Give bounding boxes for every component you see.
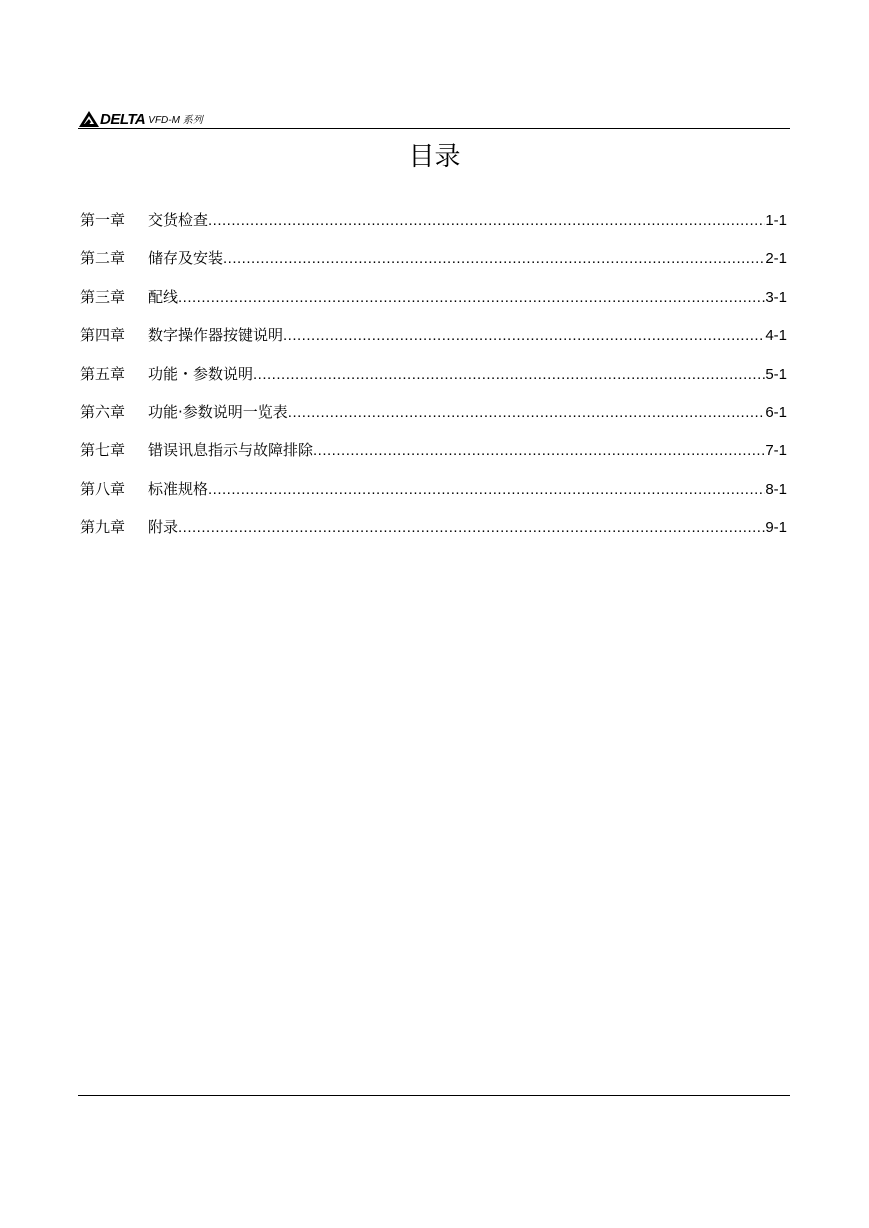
toc-chapter: 第三章 [80,287,126,306]
toc-leader [313,439,765,463]
toc-entry-8[interactable] [80,477,787,515]
delta-logo [78,100,203,128]
toc-title: 错误讯息指示与故障排除 [148,441,314,460]
page-title: 目录 [408,142,461,172]
toc-chapter: 第五章 [80,364,126,383]
toc-title: 交货检查 [148,211,209,229]
toc-page: 5-1 [765,365,787,383]
toc-page: 3-1 [765,288,787,306]
brand-name: DELTA [100,111,146,128]
toc-entry-6[interactable] [80,400,787,438]
toc-page: 2-1 [765,250,787,268]
page-header [78,100,790,128]
toc-entry-5[interactable] [80,362,787,400]
series-label: VFD-M 系列 [148,115,203,126]
toc-page: 7-1 [765,442,787,460]
toc-leader [283,324,765,348]
toc-chapter: 第九章 [80,518,126,537]
toc-chapter: 第二章 [80,249,126,268]
toc-entry-7[interactable] [80,438,787,476]
toc-page: 1-1 [765,212,787,229]
toc-chapter: 第六章 [80,402,126,421]
toc-chapter: 第四章 [80,326,126,345]
toc-leader [178,516,765,540]
toc-entry-9[interactable] [80,515,787,553]
toc-leader [223,247,765,271]
toc-chapter: 第七章 [80,441,126,460]
toc-entry-3[interactable] [80,285,787,323]
toc-leader [253,363,765,387]
toc-title: 数字操作器按键说明 [148,326,284,345]
toc-title: 附录 [148,518,179,537]
toc-chapter: 第八章 [80,479,126,498]
toc-leader [178,286,765,310]
toc-page: 6-1 [765,403,787,421]
toc-entry-4[interactable] [80,323,787,361]
toc-page: 8-1 [765,480,787,498]
toc-leader [288,401,766,425]
toc-page: 9-1 [765,519,787,537]
toc-title: 功能·参数说明一览表 [148,402,288,421]
toc-chapter: 第一章 [80,211,126,229]
toc-title: 功能・参数说明 [148,364,254,383]
table-of-contents [80,208,787,554]
header-divider [78,128,790,129]
toc-page: 4-1 [765,327,787,345]
toc-leader [208,209,765,233]
toc-entry-1[interactable] [80,208,787,246]
toc-title: 储存及安装 [148,249,224,268]
toc-entry-2[interactable] [80,246,787,284]
toc-title: 配线 [148,287,179,306]
toc-title: 标准规格 [148,479,209,498]
footer-divider [78,1095,790,1096]
toc-leader [208,478,765,502]
delta-triangle-icon [78,110,100,128]
